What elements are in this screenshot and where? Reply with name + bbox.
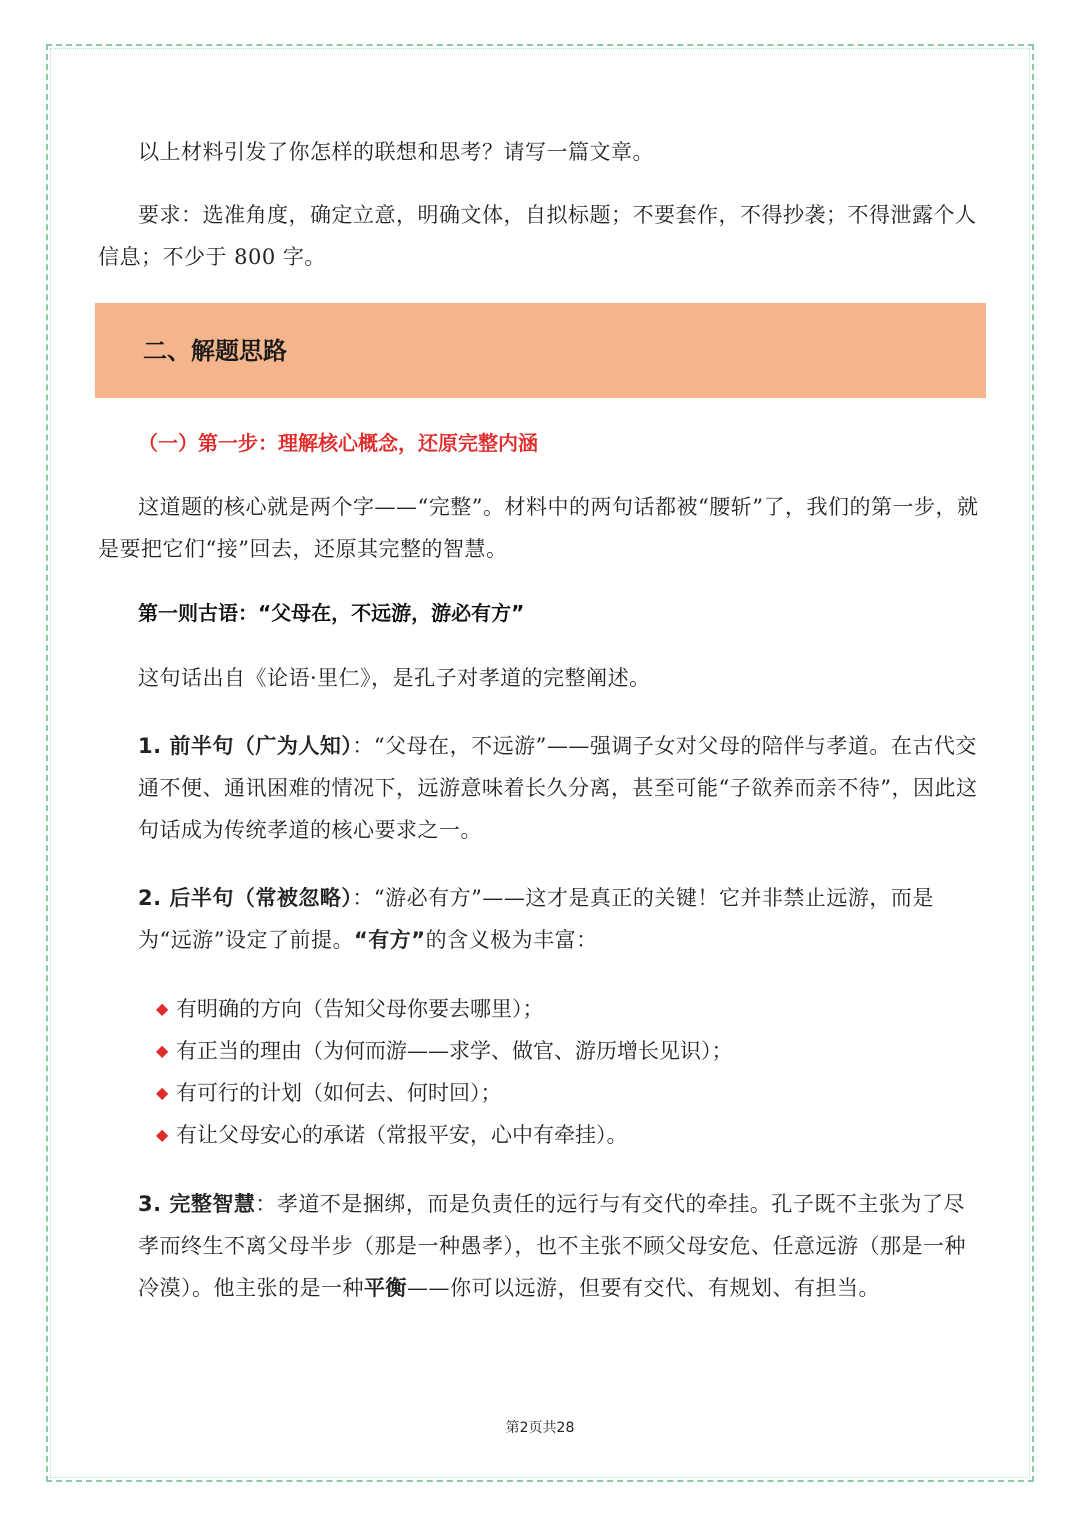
list-item [156,1072,976,1114]
list-item [156,1114,976,1156]
quote1-source: 这句话出自《论语·里仁》，是孔子对孝道的完整阐述。 [138,666,651,690]
quote1-heading: 第一则古语：“父母在，不远游，游必有方” [138,601,525,625]
point1-paragraph [138,725,986,851]
point1-text: ：“父母在，不远游”——强调子女对父母的陪伴与孝道。在古代交通不便、通讯困难的情况下，远游意味着长久分离，甚至可能“子欲养而亲不待”，因此这句话成为传统孝道的核心要求之一。 [138,734,978,842]
page-number: 第2页共28 [505,1420,575,1436]
point3-label: 3. 完整智慧 [138,1192,256,1216]
list-item [156,1030,976,1072]
step1-paragraph: 这道题的核心就是两个字——“完整”。材料中的两句话都被“腰斩”了，我们的第一步，就是要把它们“接”回去，还原其完整的智慧。 [98,495,979,561]
list-item [156,988,976,1030]
intro-line: 以上材料引发了你怎样的联想和思考？请写一篇文章。 [138,140,654,164]
requirement-text: 要求：选准角度，确定立意，明确文体，自拟标题；不要套作，不得抄袭；不得泄露个人信息；不少于 800 字。 [98,203,977,269]
bullet-text: 有明确的方向（告知父母你要去哪里）； [176,997,544,1021]
step1-heading: （一）第一步：理解核心概念，还原完整内涵 [138,431,538,455]
bullet-text: 有让父母安心的承诺（常报平安，心中有牵挂）。 [176,1123,628,1147]
point3-paragraph [138,1183,986,1309]
point2-label: 2. 后半句（常被忽略） [138,886,353,910]
diamond-bullet-icon: ◆ [156,1083,169,1102]
diamond-bullet-icon: ◆ [156,1125,169,1144]
section-title: 二、解题思路 [143,337,287,365]
point1-label: 1. 前半句（广为人知） [138,734,353,758]
point2-text-c: 的含义极为丰富： [425,928,598,952]
section-banner [95,303,986,398]
diamond-bullet-icon: ◆ [156,1041,169,1060]
bullet-text: 有可行的计划（如何去、何时回）； [176,1081,502,1105]
point3-bold: 平衡 [364,1276,407,1300]
bullet-list [156,988,976,1156]
point3-text-a: ：孝道不是捆绑，而是负责任的远行与有交代的牵挂。孔子既不主张为了尽孝而终生不离父母半步（那是一种愚孝），也不主张不顾父母安危、任意远游（那是一种冷漠）。他主张的是一种 [138,1192,966,1300]
point2-paragraph [138,877,986,961]
diamond-bullet-icon: ◆ [156,999,169,1018]
point2-text-a: ：“游必有方”——这才是真正的关键！它并非禁止远游，而是为“远游”设定了前提。 [138,886,934,952]
point2-bold: “有方” [353,928,426,952]
point3-text-c: ——你可以远游，但要有交代、有规划、有担当。 [407,1276,880,1300]
bullet-text: 有正当的理由（为何而游——求学、做官、游历增长见识）； [176,1039,733,1063]
